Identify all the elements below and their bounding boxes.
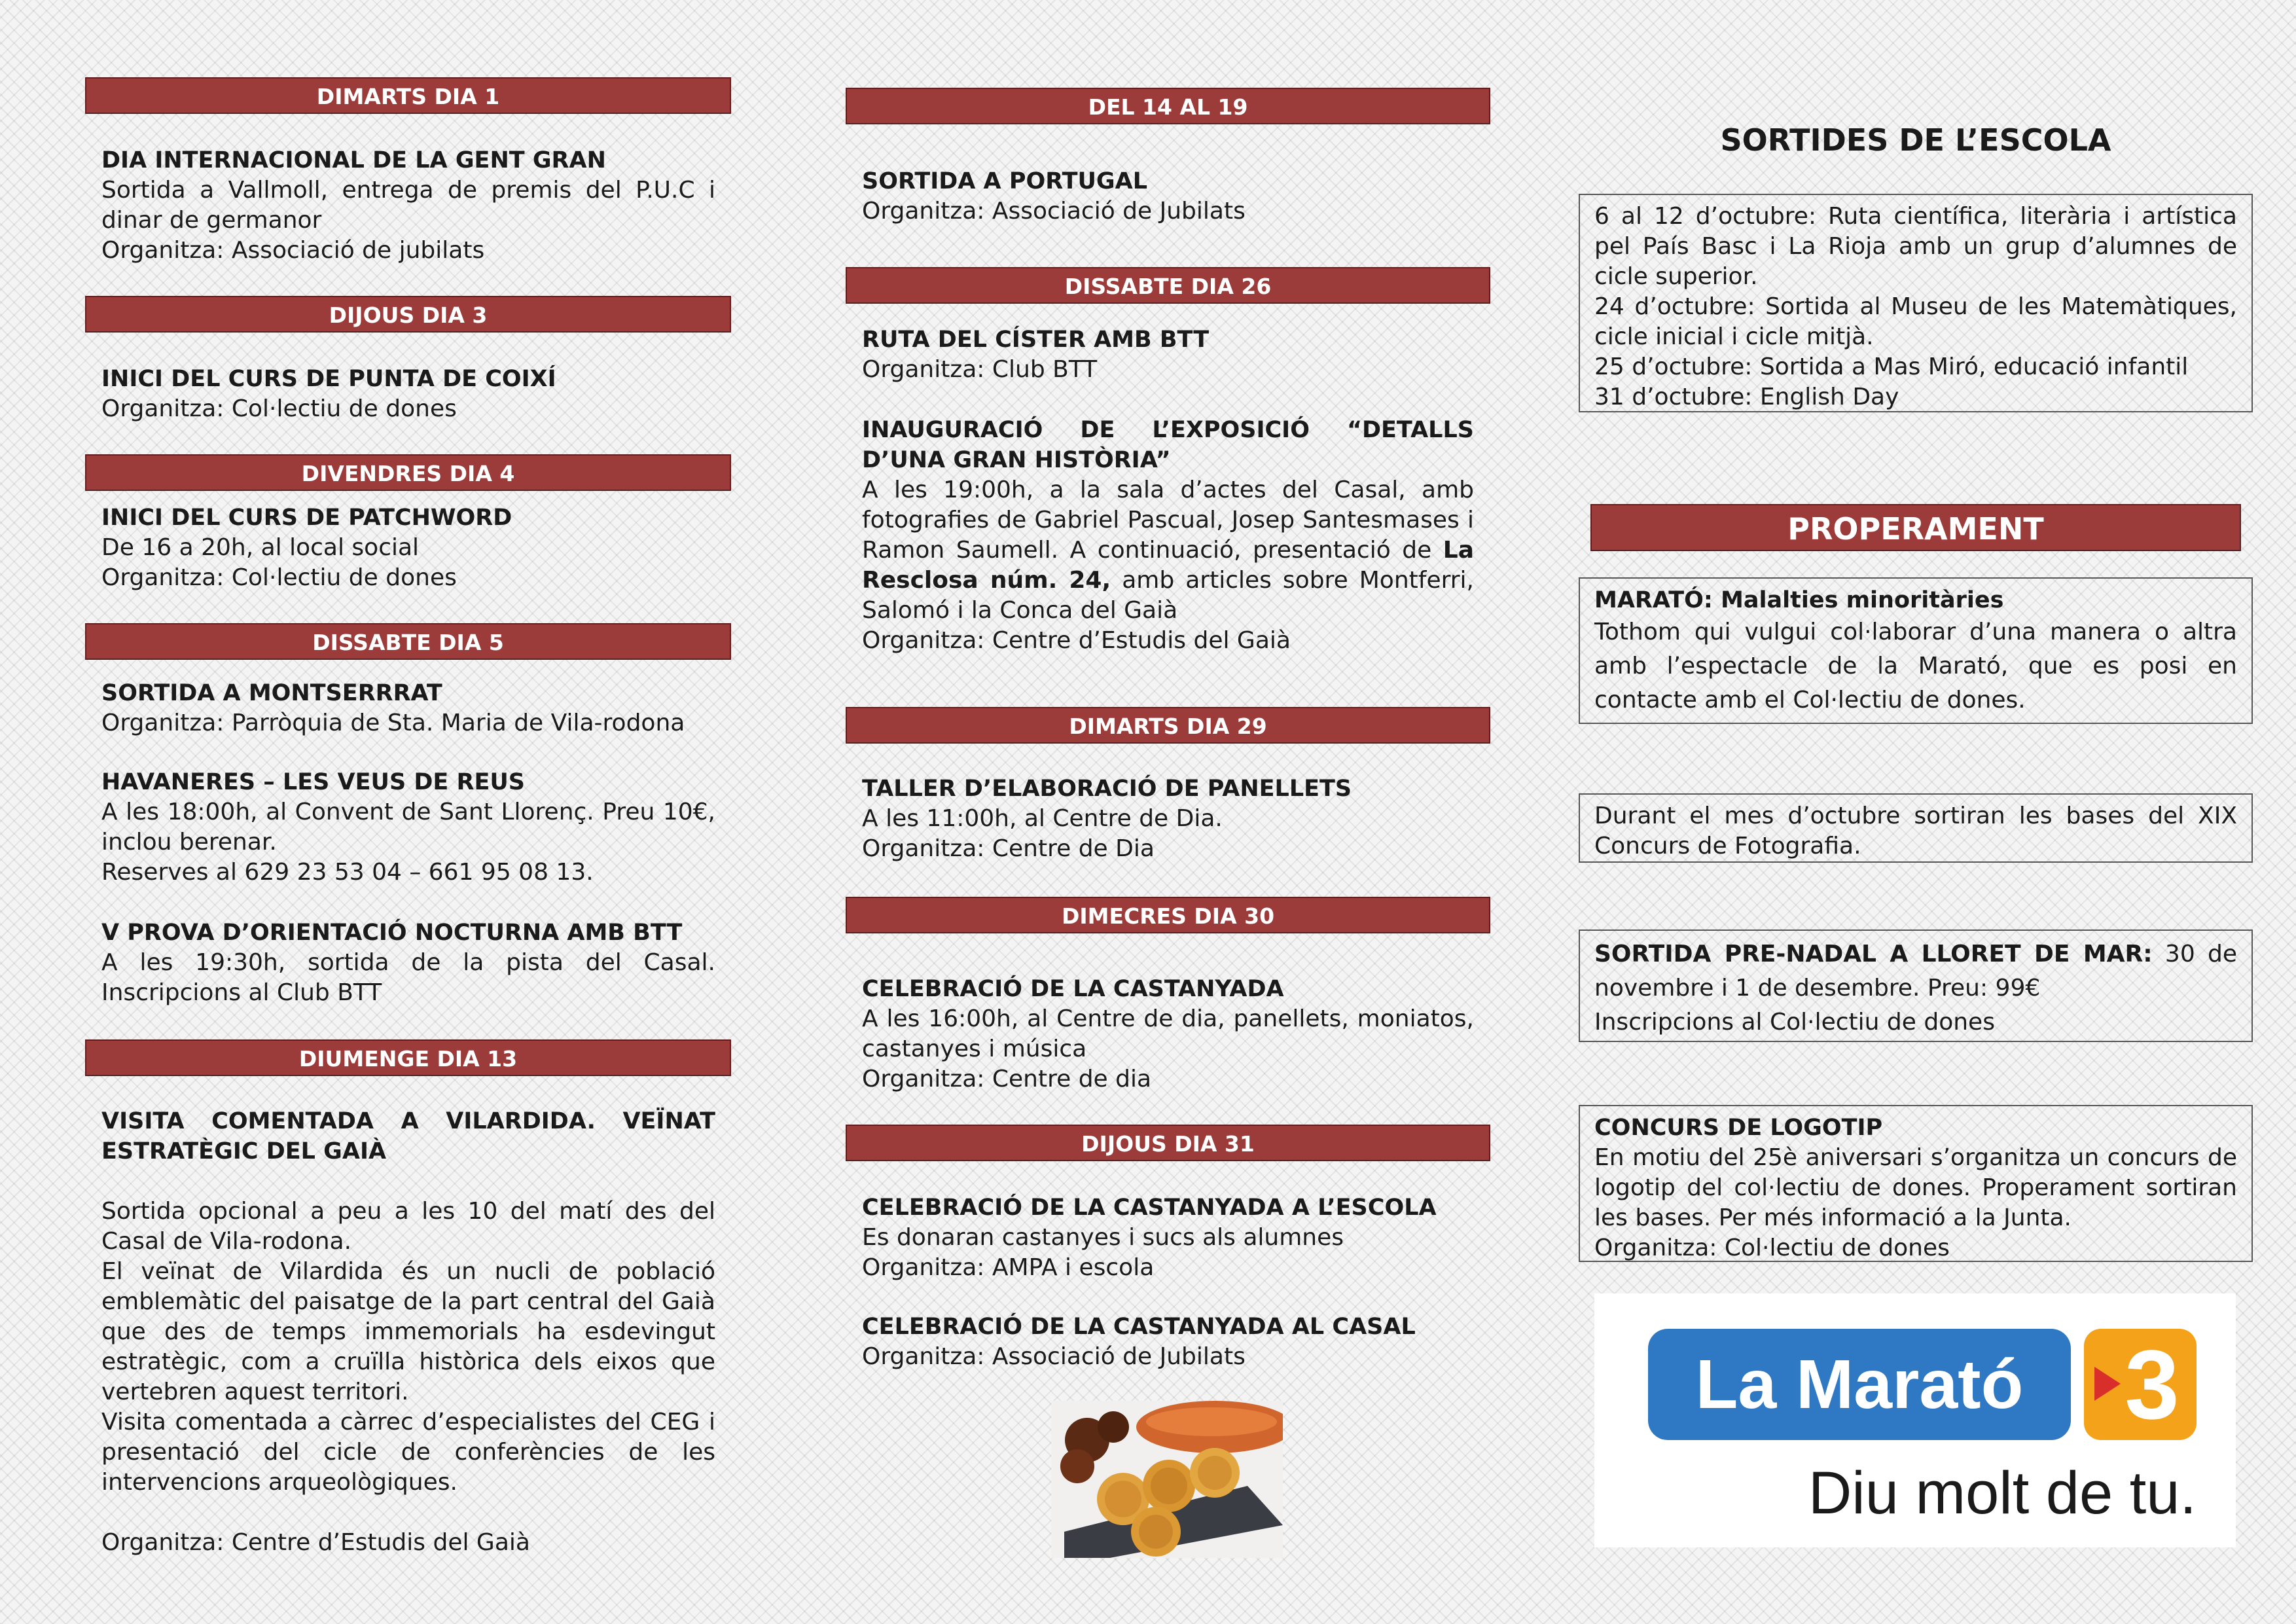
event-gent-gran: [101, 145, 715, 266]
date-header-divendres-4: DIVENDRES DIA 4: [85, 454, 731, 491]
event-organizer: Organitza: AMPA i escola: [862, 1254, 1155, 1281]
event-punta-coixi: [101, 364, 715, 424]
date-header-dimecres-30: DIMECRES DIA 30: [846, 897, 1490, 933]
event-organizer: Organitza: Col·lectiu de dones: [101, 564, 457, 591]
tv3-arrow-icon: [2094, 1367, 2121, 1401]
event-title: VISITA COMENTADA A VILARDIDA. VEÏNAT ESTRATÈGIC DEL GAIÀ: [101, 1108, 715, 1164]
event-title: TALLER D’ELABORACIÓ DE PANELLETS: [862, 776, 1352, 802]
event-organizer: Organitza: Centre de Dia: [862, 835, 1155, 862]
event-title: SORTIDA A MONTSERRRAT: [101, 680, 442, 706]
date-header-dissabte-26: DISSABTE DIA 26: [846, 267, 1490, 304]
lloret-trip-registration: Inscripcions al Col·lectiu de dones: [1594, 1009, 1995, 1036]
marato-title: MARATÓ: Malalties minoritàries: [1594, 587, 2004, 613]
event-organizer: Organitza: Club BTT: [862, 356, 1098, 383]
event-title: RUTA DEL CÍSTER AMB BTT: [862, 327, 1210, 353]
lloret-trip-title: SORTIDA PRE-NADAL A LLORET DE MAR:: [1594, 941, 2153, 967]
event-castanyada-escola: [862, 1193, 1474, 1283]
event-title: CELEBRACIÓ DE LA CASTANYADA AL CASAL: [862, 1314, 1416, 1340]
date-header-dimarts-29: DIMARTS DIA 29: [846, 707, 1490, 744]
event-organizer: Organitza: Centre d’Estudis del Gaià: [101, 1529, 530, 1556]
lloret-trip-text: 30 de novembre i 1 de desembre. Preu: 99€: [1594, 941, 2238, 1001]
event-organizer: Organitza: Associació de jubilats: [101, 237, 485, 264]
event-patchword: [101, 503, 715, 593]
school-trip-item: 6 al 12 d’octubre: Ruta científica, literària i artística pel País Basc i La Rioja amb un grup d’alumnes de cicle superior.: [1594, 203, 2237, 290]
event-castanyada-casal: [862, 1312, 1474, 1372]
school-trips-box: [1579, 194, 2253, 412]
event-organizer: Organitza: Col·lectiu de dones: [101, 395, 457, 422]
tv3-logo-badge: [2084, 1329, 2197, 1440]
event-title: CELEBRACIÓ DE LA CASTANYADA A L’ESCOLA: [862, 1195, 1437, 1221]
event-text-part: amb articles sobre Montferri, Salomó i la Conca del Gaià: [862, 567, 1475, 624]
date-header-del-14-al-19: DEL 14 AL 19: [846, 88, 1490, 124]
publication-name: La Resclosa núm. 24,: [862, 537, 1474, 594]
event-title: INAUGURACIÓ DE L’EXPOSICIÓ “DETALLS D’UNA GRAN HISTÒRIA”: [862, 417, 1474, 473]
tv3-number: 3: [2125, 1329, 2179, 1439]
marato-box: [1579, 577, 2253, 724]
castanyada-food-image: [1051, 1401, 1283, 1558]
event-portugal: [862, 166, 1474, 226]
event-text: El veïnat de Vilardida és un nucli de població emblemàtic del paisatge de la part central del Gaià que des de temps immemorials ha esdevingut estratègic, com a cruïlla històrica dels eixos que vertebren aquest territori.: [101, 1258, 715, 1405]
logo-contest-box: [1579, 1105, 2253, 1262]
event-text: A les 11:00h, al Centre de Dia.: [862, 805, 1223, 832]
event-title: CELEBRACIÓ DE LA CASTANYADA: [862, 976, 1284, 1002]
event-title: SORTIDA A PORTUGAL: [862, 168, 1148, 194]
event-exposicio: [862, 415, 1474, 656]
event-text: Sortida opcional a peu a les 10 del matí des del Casal de Vila-rodona.: [101, 1198, 715, 1255]
event-text: [862, 475, 1474, 626]
lloret-trip-box: [1579, 929, 2253, 1042]
school-trips-title: SORTIDES DE L’ESCOLA: [1720, 122, 2111, 158]
event-organizer: Organitza: Associació de Jubilats: [862, 1343, 1246, 1370]
logo-contest-text: En motiu del 25è aniversari s’organitza un concurs de logotip del col·lectiu de dones. Properament sortiran les bases. Per més informació a la Junta.: [1594, 1144, 2237, 1231]
date-header-dijous-3: DIJOUS DIA 3: [85, 296, 731, 333]
logo-contest-title: CONCURS DE LOGOTIP: [1594, 1115, 1883, 1141]
event-organizer: Organitza: Centre de dia: [862, 1066, 1152, 1092]
photo-contest-box: [1579, 793, 2253, 863]
photo-contest-text: Durant el mes d’octubre sortiran les bases del XIX Concurs de Fotografia.: [1594, 803, 2237, 859]
event-havaneres: [101, 767, 715, 888]
date-header-dimarts-1: DIMARTS DIA 1: [85, 77, 731, 114]
school-trip-item: 24 d’octubre: Sortida al Museu de les Matemàtiques, cicle inicial i cicle mitjà.: [1594, 293, 2237, 350]
event-reservations: Reserves al 629 23 53 04 – 661 95 08 13.: [101, 859, 594, 886]
la-marato-logo: [1594, 1293, 2236, 1547]
event-montserrat: [101, 678, 715, 738]
school-trip-item: 25 d’octubre: Sortida a Mas Miró, educació infantil: [1594, 353, 2189, 380]
event-organizer: Organitza: Centre d’Estudis del Gaià: [862, 627, 1291, 654]
event-ruta-cister: [862, 325, 1474, 385]
logo-contest-organizer: Organitza: Col·lectiu de dones: [1594, 1235, 1950, 1261]
date-header-dissabte-5: DISSABTE DIA 5: [85, 623, 731, 660]
school-trip-item: 31 d’octubre: English Day: [1594, 384, 1899, 410]
event-castanyada: [862, 974, 1474, 1094]
event-text: Es donaran castanyes i sucs als alumnes: [862, 1224, 1344, 1251]
event-text: Sortida a Vallmoll, entrega de premis del P.U.C i dinar de germanor: [101, 177, 715, 234]
la-marato-logo-wordmark: La Marató: [1648, 1329, 2071, 1440]
event-title: HAVANERES – LES VEUS DE REUS: [101, 769, 525, 795]
event-text: A les 19:30h, sortida de la pista del Casal. Inscripcions al Club BTT: [101, 949, 715, 1006]
event-title: DIA INTERNACIONAL DE LA GENT GRAN: [101, 147, 606, 173]
event-orientacio-btt: [101, 918, 715, 1008]
marato-text: Tothom qui vulgui col·laborar d’una manera o altra amb l’espectacle de la Marató, que es posi en contacte amb el Col·lectiu de dones.: [1594, 619, 2237, 713]
event-text: Visita comentada a càrrec d’especialistes del CEG i presentació del cicle de conferències de les intervencions arqueològiques.: [101, 1409, 715, 1496]
event-panellets: [862, 774, 1474, 864]
date-header-diumenge-13: DIUMENGE DIA 13: [85, 1039, 731, 1076]
event-title: INICI DEL CURS DE PATCHWORD: [101, 505, 512, 531]
properament-header: PROPERAMENT: [1590, 504, 2241, 551]
panellets-illustration: [1051, 1401, 1283, 1558]
event-title: V PROVA D’ORIENTACIÓ NOCTURNA AMB BTT: [101, 920, 683, 946]
event-organizer: Organitza: Associació de Jubilats: [862, 198, 1246, 225]
event-text: De 16 a 20h, al local social: [101, 534, 420, 561]
event-text-part: A les 19:00h, a la sala d’actes del Casal, amb fotografies de Gabriel Pascual, Josep Santesmases i Ramon Saumell. A continuació, presentació de: [862, 477, 1474, 564]
date-header-dijous-31: DIJOUS DIA 31: [846, 1125, 1490, 1161]
event-text: A les 18:00h, al Convent de Sant Llorenç. Preu 10€, inclou berenar.: [101, 799, 715, 856]
marato-slogan: Diu molt de tu.: [1808, 1460, 2197, 1526]
event-title: INICI DEL CURS DE PUNTA DE COIXÍ: [101, 366, 556, 392]
event-organizer: Organitza: Parròquia de Sta. Maria de Vila-rodona: [101, 710, 685, 736]
event-text: A les 16:00h, al Centre de dia, panellets, moniatos, castanyes i música: [862, 1005, 1474, 1062]
event-vilardida: [101, 1106, 715, 1558]
